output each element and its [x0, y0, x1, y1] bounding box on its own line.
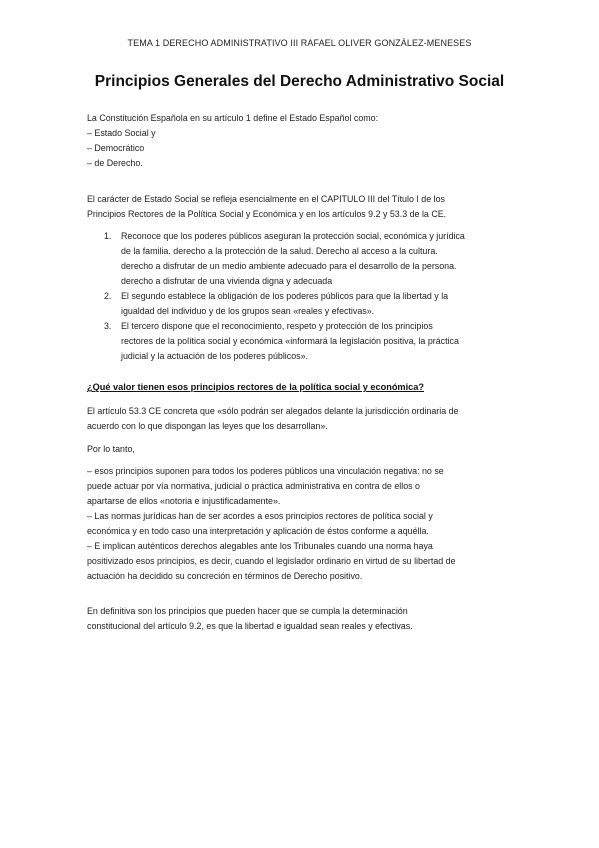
list-item	[104, 229, 520, 289]
list-line: derecho a disfrutar de un medio ambiente adecuado para el desarrollo de la persona.	[121, 261, 457, 271]
list-line: igualdad del individuo y de los grupos sean «reales y efectivas».	[121, 306, 375, 316]
list-line: El tercero dispone que el reconocimiento, respeto y protección de los principios	[121, 321, 433, 331]
paragraph-line: – E implican auténticos derechos alegables ante los Tribunales cuando una norma haya	[87, 541, 433, 551]
intro-paragraph	[87, 111, 517, 171]
list-line: Reconoce que los poderes públicos aseguran la protección social, económica y jurídica	[121, 231, 465, 241]
intro-item: – de Derecho.	[87, 158, 143, 168]
list-line: rectores de la política social y económica «informará la legislación positiva, la práctica	[121, 336, 459, 346]
paragraph-line: actuación ha decidido su concreción en términos de Derecho positivo.	[87, 571, 363, 581]
estado-social-paragraph	[87, 192, 517, 222]
intro-lead: La Constitución Española en su artículo 1 define el Estado Español como:	[87, 113, 379, 123]
intro-item: – Estado Social y	[87, 128, 156, 138]
list-line: judicial y la actuación de los poderes públicos».	[121, 351, 308, 361]
paragraph-line: El carácter de Estado Social se refleja esencialmente en el CAPITULO III del Título I de los	[87, 194, 445, 204]
paragraph-line: El artículo 53.3 CE concreta que «sólo podrán ser alegados delante la jurisdicción ordinaria de	[87, 406, 459, 416]
list-number: 1.	[104, 231, 112, 241]
article-53-paragraph	[87, 404, 517, 434]
numbered-list	[104, 229, 520, 364]
list-number: 2.	[104, 291, 112, 301]
list-item	[104, 319, 520, 364]
page-header: TEMA 1 DERECHO ADMINISTRATIVO III RAFAEL OLIVER GONZÁLEZ-MENESES	[127, 38, 472, 48]
paragraph-line: puede actuar por vía normativa, judicial o práctica administrativa en contra de ellos o	[87, 481, 420, 491]
paragraph-line: En definitiva son los principios que pueden hacer que se cumpla la determinación	[87, 606, 408, 616]
consequences-paragraph	[87, 464, 517, 584]
list-item	[104, 289, 520, 319]
paragraph-line: Principios Rectores de la Política Social y Económica y en los artículos 9.2 y 53.3 de la CE.	[87, 209, 447, 219]
paragraph-line: apartarse de ellos «notoria e injustificadamente».	[87, 496, 281, 506]
intro-item: – Democrático	[87, 143, 145, 153]
paragraph-line: Por lo tanto,	[87, 444, 135, 454]
page-title: Principios Generales del Derecho Administrativo Social	[94, 73, 505, 90]
por-lo-tanto-line	[87, 442, 517, 457]
paragraph-line: positivizado esos principios, es decir, cuando el legislador ordinario en virtud de su libertad de	[87, 556, 456, 566]
paragraph-line: – Las normas jurídicas han de ser acordes a esos principios rectores de política social y	[87, 511, 433, 521]
list-line: de la familia. derecho a la protección de la salud. Derecho al acceso a la cultura.	[121, 246, 438, 256]
paragraph-line: – esos principios suponen para todos los poderes públicos una vinculación negativa: no se	[87, 466, 444, 476]
list-line: El segundo establece la obligación de los poderes públicos para que la libertad y la	[121, 291, 449, 301]
section-question-heading: ¿Qué valor tienen esos principios rectores de la política social y económica?	[87, 382, 424, 392]
paragraph-line: económica y en todo caso una interpretación y aplicación de éstos conforme a aquélla.	[87, 526, 429, 536]
paragraph-line: acuerdo con lo que dispongan las leyes que los desarrollan».	[87, 421, 328, 431]
list-line: derecho a disfrutar de una vivienda digna y adecuada	[121, 276, 333, 286]
list-number: 3.	[104, 321, 112, 331]
paragraph-line: constitucional del artículo 9.2, es que la libertad e igualdad sean reales y efectivas.	[87, 621, 413, 631]
conclusion-paragraph	[87, 604, 517, 634]
